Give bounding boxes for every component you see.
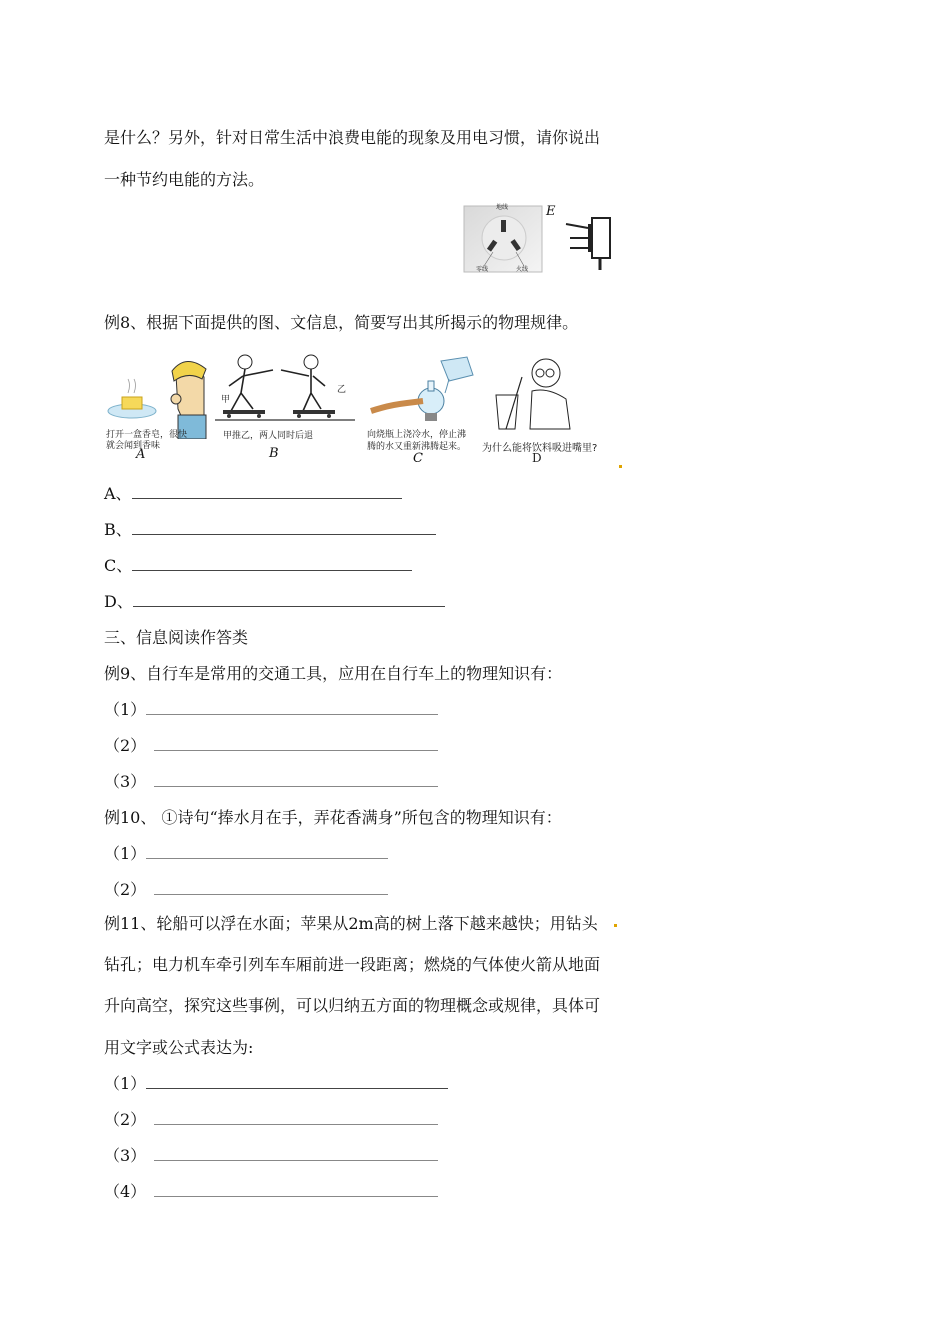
example11-item-3-blank[interactable]	[154, 1146, 438, 1161]
panel-c-drawing	[365, 355, 480, 425]
example9-item-2-blank[interactable]	[154, 736, 438, 751]
example11-line-4: 用文字或公式表达为:	[104, 1038, 254, 1057]
panel-b	[215, 352, 355, 464]
plug-label: E	[546, 204, 556, 219]
answer-a	[104, 484, 402, 504]
intro-line-2: 一种节约电能的方法。	[104, 170, 265, 189]
panel-a-caption-1: 打开一盒香皂，很快	[106, 430, 188, 440]
example11-item-2-blank[interactable]	[154, 1110, 438, 1125]
panel-b-caption: 甲推乙，两人同时后退	[223, 431, 314, 441]
example10-question: 例10、 ①诗句“捧水月在手，弄花香满身”所包含的物理知识有：	[104, 808, 562, 827]
answer-b-blank[interactable]	[132, 520, 436, 535]
socket-top-label: 地线	[496, 204, 509, 211]
highlight-mark	[614, 924, 617, 927]
example11-item-2	[104, 1110, 438, 1130]
panel-d-letter: D	[532, 451, 542, 465]
example11-item-2-label: （2）	[104, 1110, 147, 1129]
example11-item-4	[104, 1182, 438, 1202]
socket-left-label: 零线	[476, 266, 489, 273]
example9-item-3	[104, 772, 438, 792]
answer-d	[104, 592, 445, 612]
answer-d-label: D、	[104, 592, 133, 611]
section3-heading: 三、信息阅读作答类	[104, 628, 249, 647]
example9-item-2-label: （2）	[104, 736, 147, 755]
answer-b	[104, 520, 436, 540]
panel-c-caption-1: 向烧瓶上浇冷水，停止沸	[367, 430, 467, 440]
panel-c-caption-2: 腾的水又重新沸腾起来。	[367, 442, 467, 452]
example10-item-2-blank[interactable]	[154, 880, 388, 895]
panel-d-drawing	[482, 355, 622, 433]
answer-c	[104, 556, 412, 576]
answer-c-label: C、	[104, 556, 133, 575]
panel-c	[365, 355, 480, 467]
example11-line-1: 例11、轮船可以浮在水面；苹果从2m高的树上落下越来越快；用钻头	[104, 914, 598, 933]
example10-item-1-blank[interactable]	[146, 844, 388, 859]
answer-c-blank[interactable]	[132, 556, 412, 571]
example9-item-2	[104, 736, 438, 756]
example9-item-1-blank[interactable]	[146, 700, 438, 715]
example11-item-3-label: （3）	[104, 1146, 147, 1165]
panel-b-drawing	[215, 352, 355, 424]
example11-item-4-blank[interactable]	[154, 1182, 438, 1197]
example8-question: 例8、根据下面提供的图、文信息，简要写出其所揭示的物理规律。	[104, 313, 579, 332]
panel-d	[482, 355, 622, 467]
example9-item-3-label: （3）	[104, 772, 147, 791]
example10-item-2-label: （2）	[104, 880, 147, 899]
example10-item-1	[104, 844, 388, 864]
answer-b-label: B、	[104, 520, 132, 539]
example11-item-4-label: （4）	[104, 1182, 147, 1201]
example9-question: 例9、自行车是常用的交通工具，应用在自行车上的物理知识有：	[104, 664, 563, 683]
example11-line-2: 钻孔；电力机车牵引列车车厢前进一段距离；燃烧的气体使火箭从地面	[104, 955, 601, 974]
intro-line-1: 是什么？另外，针对日常生活中浪费电能的现象及用电习惯，请你说出	[104, 128, 601, 147]
example10-item-2	[104, 880, 388, 900]
panel-d-caption: 为什么能将饮料吸进嘴里?	[482, 443, 598, 454]
panel-b-mark-right: 乙	[337, 385, 347, 395]
example11-item-1	[104, 1074, 448, 1094]
panel-b-mark-left: 甲	[221, 395, 231, 405]
example9-item-1	[104, 700, 438, 720]
panel-c-letter: C	[413, 451, 423, 466]
panel-a-letter: A	[136, 447, 146, 462]
socket-right-label: 火线	[516, 266, 529, 273]
answer-d-blank[interactable]	[133, 592, 445, 607]
highlight-mark	[619, 465, 622, 468]
panel-a-caption-2: 就会闻到香味	[106, 441, 161, 451]
example11-item-1-label: （1）	[104, 1074, 147, 1093]
answer-a-label: A、	[104, 484, 132, 503]
example11-item-1-blank[interactable]	[146, 1074, 448, 1089]
example9-item-3-blank[interactable]	[154, 772, 438, 787]
example11-item-3	[104, 1146, 438, 1166]
example10-item-1-label: （1）	[104, 844, 147, 863]
example9-item-1-label: （1）	[104, 700, 147, 719]
socket-figure	[462, 204, 622, 276]
answer-a-blank[interactable]	[132, 484, 402, 499]
panel-b-letter: B	[269, 446, 279, 461]
panel-a	[104, 355, 210, 465]
example11-line-3: 升向高空，探究这些事例，可以归纳五方面的物理概念或规律，具体可	[104, 996, 601, 1015]
